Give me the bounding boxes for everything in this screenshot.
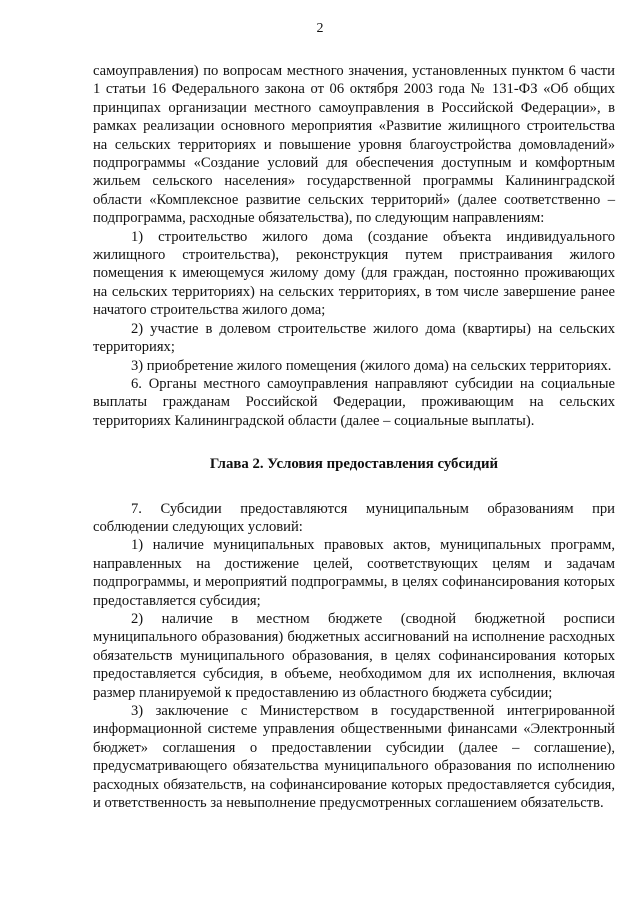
- paragraph-bottom-2: 2) наличие в местном бюджете (сводной бюджетной росписи муниципального образования) бюджетных ассигнований на исполнение расходных обязательств муниципального образования, в целях софинансирования которых предоставляется субсидия, в объеме, необходимом для их исполнения, включая размер планируемой к предоставлению из областного бюджета субсидии;: [93, 610, 615, 701]
- paragraphs-top: [93, 62, 615, 430]
- paragraph-top-0: самоуправления) по вопросам местного значения, установленных пунктом 6 части 1 статьи 16 Федерального закона от 06 октября 2003 года № 131-ФЗ «Об общих принципах организации местного самоуправления в Российской Федерации», в рамках реализации основного мероприятия «Развитие жилищного строительства на сельских территориях и повышение уровня благоустройства домовладений» подпрограммы «Создание условий для обеспечения доступным и комфортным жильем сельского населения» государственной программы Калининградской области «Комплексное развитие сельских территорий» (далее соответственно – подпрограмма, расходные обязательства), по следующим направлениям:: [93, 63, 615, 227]
- document-body: [93, 62, 615, 812]
- paragraph-bottom-3: 3) заключение с Министерством в государственной интегрированной информационной системе управления общественными финансами «Электронный бюджет» соглашения о предоставлении субсидии (далее – соглашение), предусматривающего обязательства муниципального образования по исполнению расходных обязательств, на софинансирование которых предоставляется субсидия, и ответственность за невыполнение предусмотренных соглашением обязательств.: [93, 703, 615, 812]
- chapter-title: Глава 2. Условия предоставления субсидий: [209, 456, 499, 473]
- paragraph-top-2: 2) участие в долевом строительстве жилого дома (квартиры) на сельских территориях;: [93, 320, 615, 356]
- paragraphs-bottom: [93, 500, 615, 813]
- paragraph-bottom-0: 7. Субсидии предоставляются муниципальным образованиям при соблюдении следующих условий:: [93, 500, 615, 535]
- paragraph-top-4: 6. Органы местного самоуправления направляют субсидии на социальные выплаты гражданам Российской Федерации, проживающим на сельских территориях Калининградской области (далее – социальные выплаты).: [93, 375, 615, 429]
- paragraph-top-3: 3) приобретение жилого помещения (жилого дома) на сельских территориях.: [131, 357, 612, 374]
- paragraph-top-1: 1) строительство жилого дома (создание объекта индивидуального жилищного строительства), реконструкция путем пристраивания жилого помещения к имеющемуся жилому дому (для граждан, постоянно проживающих на сельских территориях) на сельских территориях, в том числе завершение ранее начатого строительства жилого дома;: [93, 228, 615, 319]
- page-number: 2: [316, 21, 324, 36]
- paragraph-bottom-1: 1) наличие муниципальных правовых актов, муниципальных программ, направленных на достижение целей, соответствующих целям и задачам подпрограммы, и мероприятий подпрограммы, в целях софинансирования которых предоставляется субсидия;: [93, 537, 615, 609]
